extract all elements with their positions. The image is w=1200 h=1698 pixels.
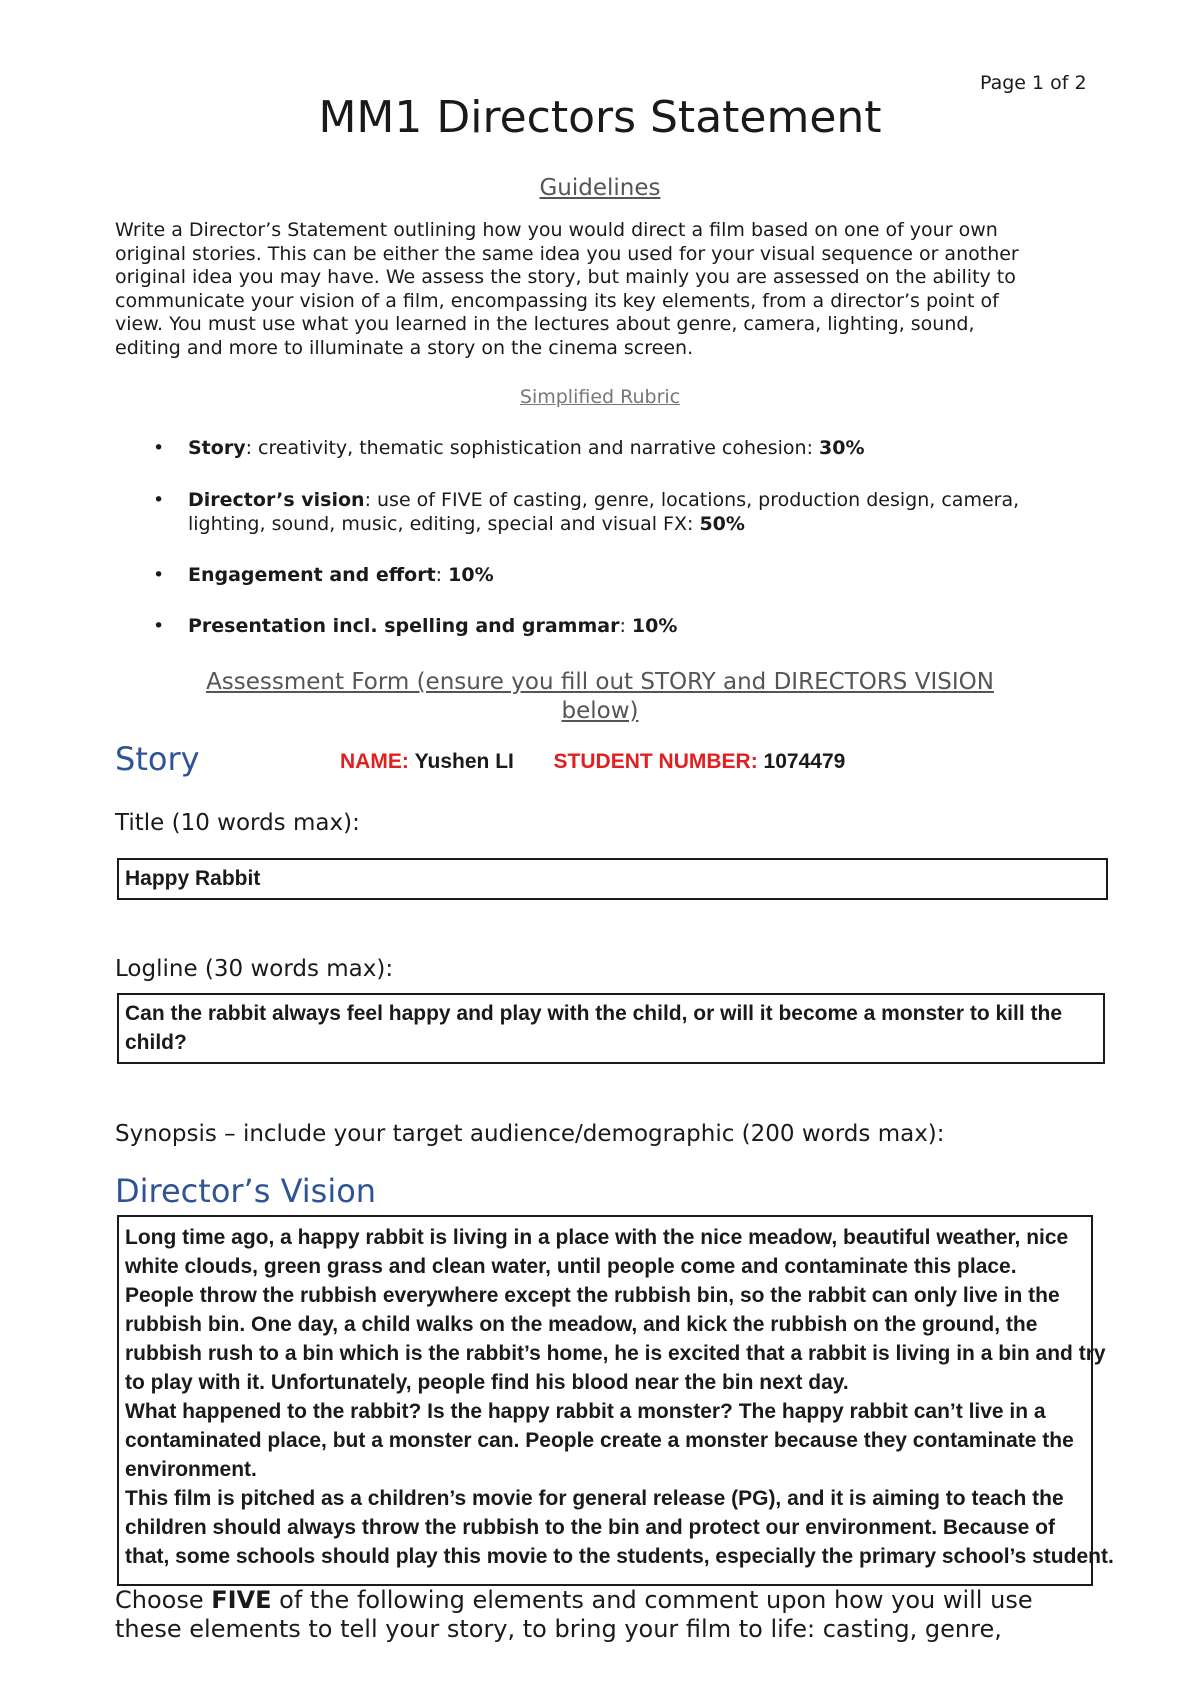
choose-text: of the following elements and comment upon how you will use bbox=[271, 1586, 1033, 1614]
assessment-heading-line: below) bbox=[561, 698, 639, 724]
rubric-weight: 10% bbox=[448, 564, 494, 586]
logline-line: Can the rabbit always feel happy and play with the child, or will it become a monster to kill the bbox=[125, 1002, 1063, 1025]
choose-emphasis: FIVE bbox=[211, 1586, 272, 1614]
rubric-sep: : bbox=[245, 437, 259, 459]
rubric-weight: 30% bbox=[819, 437, 865, 459]
synopsis-line: white clouds, green grass and clean water, until people come and contaminate this place. bbox=[125, 1255, 1017, 1278]
synopsis-line: What happened to the rabbit? Is the happy rabbit a monster? The happy rabbit can’t live in a bbox=[125, 1400, 1046, 1423]
rubric-item-engagement bbox=[153, 564, 1088, 588]
directors-vision-heading: Director’s Vision bbox=[115, 1172, 377, 1210]
synopsis-line: to play with it. Unfortunately, people find his blood near the bin next day. bbox=[125, 1371, 849, 1394]
synopsis-line: children should always throw the rubbish to the bin and protect our environment. Because of bbox=[125, 1516, 1055, 1539]
guidelines-heading: Guidelines bbox=[539, 175, 661, 201]
assessment-heading bbox=[0, 668, 1200, 726]
logline-field[interactable] bbox=[117, 993, 1105, 1064]
student-info bbox=[340, 750, 845, 774]
document-title: MM1 Directors Statement bbox=[318, 92, 882, 143]
guidelines-line: editing and more to illuminate a story on the cinema screen. bbox=[115, 336, 694, 359]
choose-text: Choose bbox=[115, 1586, 212, 1614]
rubric-weight: 50% bbox=[699, 512, 745, 535]
guidelines-line: original idea you may have. We assess the story, but mainly you are assessed on the ability to bbox=[115, 266, 1016, 288]
rubric-weight: 10% bbox=[631, 615, 678, 637]
guidelines-line: original stories. This can be either the same idea you used for your visual sequence or another bbox=[115, 242, 1019, 265]
choose-text: these elements to tell your story, to bring your film to life: casting, genre, bbox=[115, 1615, 1002, 1643]
synopsis-field[interactable] bbox=[117, 1215, 1114, 1586]
rubric-heading: Simplified Rubric bbox=[519, 386, 681, 408]
synopsis-line: contaminated place, but a monster can. People create a monster because they contaminate the bbox=[125, 1429, 1074, 1452]
rubric-sep: : bbox=[619, 615, 632, 637]
synopsis-line: environment. bbox=[125, 1458, 257, 1481]
synopsis-line: This film is pitched as a children’s movie for general release (PG), and it is aiming to teach the bbox=[125, 1487, 1064, 1510]
synopsis-line: rubbish rush to a bin which is the rabbit’s home, he is excited that a rabbit is living in a bin and try bbox=[125, 1342, 1106, 1365]
choose-instructions bbox=[115, 1586, 1115, 1644]
rubric-sep: : bbox=[364, 489, 378, 511]
bullet-icon: • bbox=[153, 437, 165, 459]
synopsis-line: Long time ago, a happy rabbit is living in a place with the nice meadow, beautiful weather, nice bbox=[125, 1226, 1069, 1249]
guidelines-line: view. You must use what you learned in the lectures about genre, camera, lighting, sound, bbox=[115, 313, 975, 335]
rubric-item-presentation bbox=[153, 615, 1088, 639]
rubric-label: Director’s vision bbox=[188, 489, 365, 511]
rubric-sep: : bbox=[435, 564, 449, 586]
assessment-heading-line: Assessment Form (ensure you fill out STORY and DIRECTORS VISION bbox=[206, 669, 994, 695]
name-value: Yushen LI bbox=[414, 750, 514, 773]
page-number: Page 1 of 2 bbox=[980, 72, 1087, 94]
title-field[interactable] bbox=[117, 858, 1108, 900]
rubric-item-story bbox=[153, 437, 1088, 461]
rubric-item-directors-vision bbox=[153, 489, 1088, 536]
rubric-label: Engagement and effort bbox=[188, 564, 436, 586]
synopsis-line: rubbish bin. One day, a child walks on the meadow, and kick the rubbish on the ground, the bbox=[125, 1313, 1038, 1336]
synopsis-line: People throw the rubbish everywhere except the rubbish bin, so the rabbit can only live in the bbox=[125, 1284, 1060, 1307]
bullet-icon: • bbox=[153, 489, 165, 511]
rubric-text: use of FIVE of casting, genre, locations, production design, camera, bbox=[377, 489, 1020, 511]
title-value: Happy Rabbit bbox=[125, 867, 261, 890]
logline-line: child? bbox=[125, 1031, 187, 1054]
rubric-label: Presentation incl. spelling and grammar bbox=[188, 615, 620, 637]
synopsis-line: that, some schools should play this movie to the students, especially the primary school’s student. bbox=[125, 1545, 1114, 1568]
title-label: Title (10 words max): bbox=[115, 810, 360, 836]
logline-label: Logline (30 words max): bbox=[115, 956, 394, 982]
student-number-label: STUDENT NUMBER: bbox=[553, 750, 758, 773]
bullet-icon: • bbox=[153, 615, 165, 637]
bullet-icon: • bbox=[153, 564, 165, 586]
guidelines-line: Write a Director’s Statement outlining how you would direct a film based on one of your own bbox=[115, 219, 998, 241]
story-heading: Story bbox=[115, 740, 200, 778]
rubric-text: lighting, sound, music, editing, special and visual FX: bbox=[188, 512, 700, 535]
rubric-label: Story bbox=[188, 437, 246, 459]
guidelines-line: communicate your vision of a film, encompassing its key elements, from a director’s point of bbox=[115, 289, 999, 312]
student-number-value: 1074479 bbox=[763, 750, 846, 773]
guidelines-text bbox=[115, 219, 1105, 360]
name-label: NAME: bbox=[340, 750, 409, 773]
synopsis-label: Synopsis – include your target audience/demographic (200 words max): bbox=[115, 1121, 945, 1147]
rubric-text: creativity, thematic sophistication and narrative cohesion: bbox=[258, 437, 820, 459]
